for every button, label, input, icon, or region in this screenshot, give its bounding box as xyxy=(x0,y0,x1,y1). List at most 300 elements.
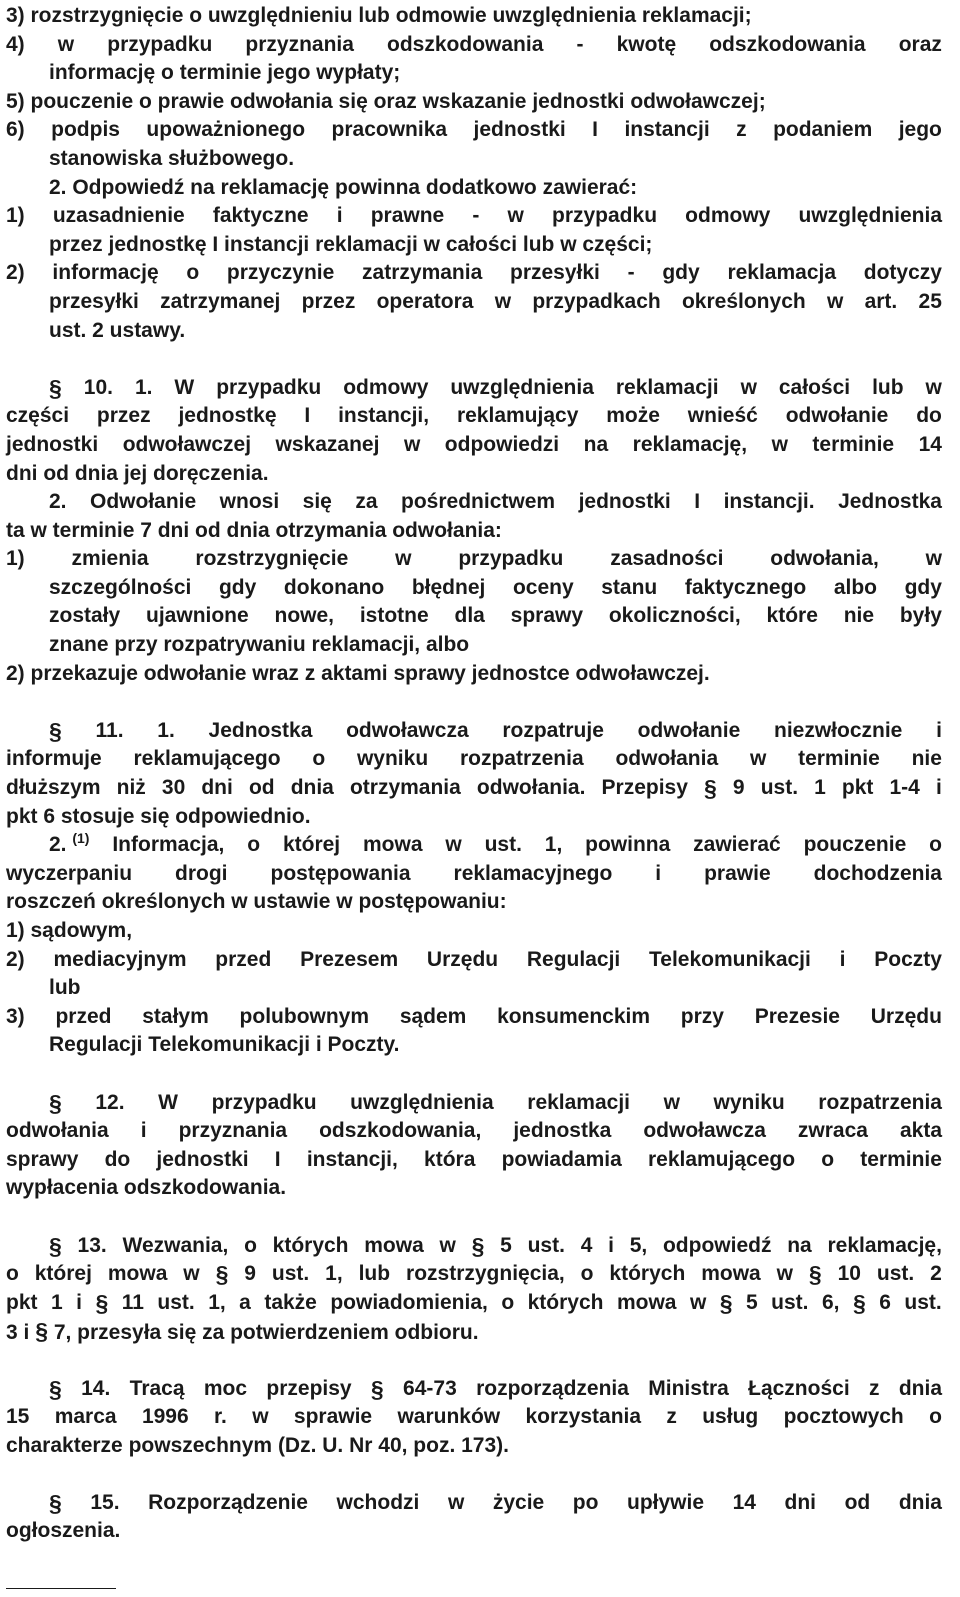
word: moc xyxy=(203,1376,248,1400)
text-line xyxy=(6,545,942,574)
text-line xyxy=(6,145,942,174)
word: upoważnionego xyxy=(146,118,306,142)
section-sign: § xyxy=(370,1375,384,1402)
word: powiadomienia, xyxy=(330,1290,488,1314)
word: jednostki xyxy=(6,432,99,456)
word: ust. xyxy=(271,1262,310,1286)
word: w xyxy=(663,1090,680,1114)
word: 3) xyxy=(6,1004,25,1028)
section-sign: § xyxy=(215,1261,229,1288)
word: w xyxy=(749,747,767,771)
section-sign: § xyxy=(35,1318,48,1345)
word: w xyxy=(439,1233,456,1257)
text-line xyxy=(6,803,942,832)
text-line xyxy=(6,460,942,489)
word: w xyxy=(445,833,462,857)
word: 2) xyxy=(6,261,25,285)
word: operatora xyxy=(376,289,474,313)
line-text: 5) pouczenie o prawie odwołania się oraz wskazanie jednostki odwoławczej; xyxy=(6,89,766,113)
word: 30 xyxy=(161,776,186,800)
word: przyczynie xyxy=(226,261,335,285)
word: od xyxy=(248,776,275,800)
word: Wezwania, xyxy=(122,1233,229,1257)
text-line xyxy=(6,946,942,975)
word: przed xyxy=(55,1004,112,1028)
word: zasadności xyxy=(610,547,724,571)
word: uwzględnienia xyxy=(350,1090,494,1114)
word: faktyczne xyxy=(212,204,309,228)
line-text: ogłoszenia. xyxy=(6,1519,121,1543)
section-sign: § xyxy=(852,1289,866,1316)
paragraph-gap xyxy=(6,1060,942,1089)
word: warunków xyxy=(397,1405,501,1429)
word: 5, xyxy=(629,1233,648,1257)
line-text: 3 i § 7, przesyła się za potwierdzeniem odbioru. xyxy=(6,1318,479,1345)
paragraph-gap xyxy=(6,1203,942,1232)
word: odszkodowania xyxy=(709,32,866,56)
word: wskazanej xyxy=(275,432,380,456)
word: odmowy xyxy=(685,204,771,228)
line-text: lub xyxy=(49,976,81,1000)
word: powiadamia xyxy=(501,1147,622,1171)
word: r. xyxy=(214,1405,227,1429)
section-sign: § xyxy=(471,1232,485,1259)
word: ust. xyxy=(876,1262,915,1286)
word: Urzędu xyxy=(870,1004,942,1028)
word: i xyxy=(936,718,942,742)
section-sign: § xyxy=(49,1375,62,1402)
word: których xyxy=(527,1290,604,1314)
word: były xyxy=(899,604,942,628)
word xyxy=(853,1289,866,1318)
word: 14 xyxy=(732,1490,756,1514)
word: o xyxy=(929,1405,942,1429)
word: 25 xyxy=(918,289,942,313)
word: I xyxy=(274,1147,281,1171)
word: powinna xyxy=(585,833,671,857)
word: 12. xyxy=(95,1090,125,1114)
word: przez xyxy=(301,289,356,313)
word: rozpatrzenia xyxy=(459,747,584,771)
line-text: ta w terminie 7 dni od dnia otrzymania odwołania: xyxy=(6,518,502,542)
word: może xyxy=(606,404,660,428)
text-line xyxy=(6,1489,942,1518)
word: odwoławcza xyxy=(346,718,469,742)
word: których xyxy=(609,1262,686,1286)
word: pracownika xyxy=(331,118,448,142)
word xyxy=(49,1232,62,1261)
word: o xyxy=(312,747,326,771)
word: nowe, xyxy=(274,604,335,628)
word: odwołanie xyxy=(785,404,889,428)
line-text: Regulacji Telekomunikacji i Poczty. xyxy=(49,1033,400,1057)
line-text: wypłacenia odszkodowania. xyxy=(6,1176,287,1200)
word: się xyxy=(302,490,332,514)
word: i xyxy=(935,776,942,800)
word: na xyxy=(583,432,609,456)
word: przypadku xyxy=(216,375,322,399)
line-text: 1) sądowym, xyxy=(6,919,133,942)
word xyxy=(216,1260,229,1289)
section-sign: § xyxy=(49,1489,62,1516)
line-text: znane przy rozpatrywaniu reklamacji, albo xyxy=(49,633,470,657)
word: przy xyxy=(680,1004,724,1028)
text-line xyxy=(6,717,942,746)
text-line xyxy=(6,602,942,631)
word: 1. xyxy=(157,718,175,742)
word: art. xyxy=(864,289,898,313)
word: w xyxy=(403,432,421,456)
word: reklamującego xyxy=(647,1147,796,1171)
word: przypadku xyxy=(211,1090,317,1114)
word: wyniku xyxy=(713,1090,785,1114)
text-line xyxy=(6,1375,942,1404)
text-line xyxy=(6,174,942,203)
text-line xyxy=(6,860,942,889)
word: odwoławczej xyxy=(122,432,252,456)
word: jego xyxy=(898,118,942,142)
word: pkt xyxy=(6,1290,38,1314)
word: w xyxy=(447,1490,465,1514)
word: 6) xyxy=(6,118,25,142)
word: lub xyxy=(358,1262,391,1286)
paragraph-gap xyxy=(6,688,942,717)
word: przez xyxy=(96,404,151,428)
word: dłuższym xyxy=(6,776,101,800)
line-text: roszczeń określonych w ustawie w postępowaniu: xyxy=(6,890,507,914)
word: 1. xyxy=(134,375,153,399)
word: Jednostka xyxy=(838,490,942,514)
word: odszkodowania, xyxy=(319,1119,482,1143)
word: 14. xyxy=(81,1376,111,1400)
word xyxy=(49,1375,62,1404)
word: instancji xyxy=(624,118,710,142)
word: Regulacji xyxy=(526,947,621,971)
line-text: dni od dnia jej doręczenia. xyxy=(6,461,269,485)
word: Tracą xyxy=(129,1376,185,1400)
word: jednostki xyxy=(473,118,566,142)
word: reklamację, xyxy=(827,1233,942,1257)
word: reklamację, xyxy=(632,432,748,456)
word: pocztowych xyxy=(783,1405,904,1429)
word: jednostki xyxy=(156,1147,249,1171)
word: istotne xyxy=(359,604,429,628)
word: marca xyxy=(54,1405,117,1429)
word: przypadku xyxy=(552,204,658,228)
section-sign: § xyxy=(49,717,62,744)
word: w xyxy=(395,547,412,571)
word: Prezesem xyxy=(300,947,399,971)
word: mowa xyxy=(362,833,423,857)
word: 1 xyxy=(814,776,826,800)
word: uzasadnienie xyxy=(52,204,185,228)
line-text: charakterze powszechnym (Dz. U. Nr 40, poz. 173). xyxy=(6,1433,509,1457)
word: Poczty xyxy=(874,947,942,971)
line-text: przez jednostkę I instancji reklamacji w całości lub w części; xyxy=(49,232,653,256)
word: gdy xyxy=(904,575,942,599)
word: 6, xyxy=(821,1290,840,1314)
word: zwraca xyxy=(797,1119,868,1143)
word: dni xyxy=(784,1490,817,1514)
word: przyznania xyxy=(178,1119,288,1143)
word: 2 xyxy=(930,1262,942,1286)
word: prawie xyxy=(704,861,771,885)
text-line xyxy=(6,1003,942,1032)
word: 11 xyxy=(121,1290,144,1314)
footnote-ref: (1) xyxy=(72,830,90,847)
word: przed xyxy=(215,947,272,971)
paragraph-number: 2. xyxy=(49,833,67,857)
word: 13. xyxy=(77,1233,107,1257)
word: o xyxy=(501,1290,515,1314)
word: w xyxy=(826,289,844,313)
word: ust. xyxy=(760,776,799,800)
word xyxy=(472,1232,485,1261)
word: 10. xyxy=(83,375,113,399)
word: szczególności xyxy=(49,575,192,599)
text-line xyxy=(6,116,942,145)
word: z xyxy=(666,1405,677,1429)
word: dochodzenia xyxy=(813,861,942,885)
word: określonych xyxy=(681,289,806,313)
word xyxy=(49,1489,62,1518)
word: Informacja, xyxy=(112,833,225,857)
text-line xyxy=(6,917,942,946)
text-line xyxy=(6,202,942,231)
word: Ministra xyxy=(648,1376,729,1400)
word: 5 xyxy=(746,1290,758,1314)
text-line xyxy=(6,88,942,117)
word xyxy=(95,1289,108,1318)
word: oraz xyxy=(898,32,942,56)
word: konsumenckim xyxy=(497,1004,651,1028)
text-line xyxy=(6,402,942,431)
text-line xyxy=(6,1117,942,1146)
text-line xyxy=(6,488,942,517)
word: akta xyxy=(899,1119,942,1143)
word: wyniku xyxy=(356,747,429,771)
word: nie xyxy=(843,604,875,628)
word: odwołania, xyxy=(770,547,879,571)
word: reklamacyjnego xyxy=(453,861,613,885)
word: i xyxy=(608,1233,614,1257)
word: niż xyxy=(116,776,146,800)
word: korzystania xyxy=(525,1405,642,1429)
paragraph-gap xyxy=(6,1460,942,1489)
text-line xyxy=(6,745,942,774)
word: zostały xyxy=(49,604,121,628)
text-line xyxy=(6,31,942,60)
word: Przepisy xyxy=(601,776,688,800)
word: terminie xyxy=(812,432,895,456)
word: w xyxy=(771,432,788,456)
word: odpowiedzi xyxy=(444,432,560,456)
word: - xyxy=(576,32,584,56)
word: reklamacji xyxy=(615,375,719,399)
word: 1, xyxy=(544,833,563,857)
word: wyczerpaniu xyxy=(6,861,133,885)
word: odwołania xyxy=(615,747,719,771)
text-line xyxy=(6,631,942,660)
word: jednostka xyxy=(513,1119,612,1143)
word: Łączności xyxy=(748,1376,850,1400)
text-line xyxy=(6,1260,942,1289)
word: gdy xyxy=(662,261,700,285)
section-sign: § xyxy=(808,1261,822,1288)
word: dokonano xyxy=(283,575,385,599)
word: przesyłki xyxy=(510,261,600,285)
word: o xyxy=(821,1147,835,1171)
word: okoliczności, xyxy=(608,604,741,628)
word: odszkodowania xyxy=(387,32,544,56)
text-line xyxy=(6,1089,942,1118)
line-text: 2) przekazuje odwołanie wraz z aktami sprawy jednostce odwoławczej. xyxy=(6,661,710,685)
word: podpis xyxy=(51,118,120,142)
text-line xyxy=(6,1232,942,1261)
section-sign: § xyxy=(704,775,717,802)
word: o xyxy=(244,1233,257,1257)
word: w xyxy=(183,1262,200,1286)
word: gdy xyxy=(218,575,257,599)
word: przesyłki xyxy=(49,289,139,313)
word: na xyxy=(787,1233,812,1257)
text-line xyxy=(6,517,942,546)
word: których xyxy=(272,1233,349,1257)
word: po xyxy=(572,1490,599,1514)
word: której xyxy=(282,833,341,857)
word: 2. xyxy=(49,490,67,514)
word: przepisy xyxy=(266,1376,352,1400)
word: 6 xyxy=(879,1290,891,1314)
word: stanu xyxy=(601,575,658,599)
word: 10 xyxy=(837,1262,861,1286)
word: faktycznego xyxy=(684,575,807,599)
text-line xyxy=(6,374,942,403)
word: i xyxy=(655,861,662,885)
word: 2) xyxy=(6,947,25,971)
word: odpowiedź xyxy=(662,1233,772,1257)
word: informację xyxy=(52,261,159,285)
word: mowa xyxy=(701,1262,761,1286)
word: o xyxy=(186,261,200,285)
word: informuje xyxy=(6,747,102,771)
word: Odwołanie xyxy=(90,490,197,514)
word: reklamujący xyxy=(456,404,579,428)
word: przypadku xyxy=(107,32,213,56)
word: ust. xyxy=(157,1290,195,1314)
word: za xyxy=(355,490,378,514)
line-prefix xyxy=(49,831,89,860)
text-line xyxy=(6,288,942,317)
word: rozstrzygnięcie xyxy=(195,547,349,571)
word: terminie xyxy=(860,1147,942,1171)
word: polubownym xyxy=(239,1004,370,1028)
text-line xyxy=(6,1146,942,1175)
word: przyznania xyxy=(245,32,354,56)
word: sprawie xyxy=(293,1405,373,1429)
word: 1) xyxy=(6,204,25,228)
word: ujawnione xyxy=(146,604,249,628)
word: W xyxy=(174,375,195,399)
word: instancji, xyxy=(338,404,430,428)
word: albo xyxy=(833,575,877,599)
word: odwoławcza xyxy=(643,1119,766,1143)
word: dni xyxy=(201,776,233,800)
word: ust. xyxy=(904,1290,942,1314)
word xyxy=(49,717,62,746)
word: otrzymania xyxy=(349,776,461,800)
word: do xyxy=(104,1147,131,1171)
word: z xyxy=(869,1376,880,1400)
word: w xyxy=(507,204,524,228)
word: 4 xyxy=(580,1233,593,1257)
text-line xyxy=(6,259,942,288)
text-line xyxy=(6,888,942,917)
word: 1 xyxy=(50,1290,63,1314)
line-text: 2. Odpowiedź na reklamację powinna dodatkowo zawierać: xyxy=(49,175,638,199)
section-sign: § xyxy=(719,1289,733,1316)
word: Rozporządzenie xyxy=(148,1490,308,1514)
word: 5 xyxy=(500,1233,512,1257)
word: W xyxy=(158,1090,178,1114)
text-line xyxy=(6,660,942,689)
word: i xyxy=(140,1119,147,1143)
word: 11. xyxy=(95,718,124,742)
word: mowa xyxy=(107,1262,168,1286)
text-line xyxy=(6,1517,942,1546)
word: i xyxy=(336,204,343,228)
word: odmowy xyxy=(343,375,429,399)
text-line xyxy=(6,1174,942,1203)
word xyxy=(809,1260,822,1289)
word: kwotę xyxy=(616,32,677,56)
word: odwołanie xyxy=(637,718,741,742)
word: błędnej xyxy=(411,575,486,599)
section-sign: § xyxy=(49,1089,62,1116)
word: życie xyxy=(492,1490,545,1514)
word: ust. xyxy=(484,833,522,857)
word: instancji, xyxy=(306,1147,398,1171)
word: o xyxy=(6,1262,19,1286)
word: nie xyxy=(911,747,942,771)
word: pkt xyxy=(841,776,874,800)
word: o xyxy=(247,833,261,857)
text-line xyxy=(6,1432,942,1461)
text-line xyxy=(6,231,942,260)
word: drogi xyxy=(175,861,228,885)
word: całości xyxy=(778,375,851,399)
word: zawierać xyxy=(693,833,781,857)
word: 15 xyxy=(6,1405,30,1429)
footnote-separator xyxy=(6,1588,116,1589)
word: rozpatruje xyxy=(502,718,604,742)
word: niezwłocznie xyxy=(774,718,903,742)
text-line xyxy=(6,774,942,803)
word: 4) xyxy=(6,32,25,56)
word: dotyczy xyxy=(863,261,942,285)
word: dnia xyxy=(898,1376,942,1400)
word: jednostkę xyxy=(178,404,277,428)
word: od xyxy=(844,1490,871,1514)
word: I xyxy=(592,118,599,142)
text-line xyxy=(6,831,942,860)
word: pouczenie xyxy=(803,833,907,857)
word: odwołania xyxy=(6,1119,109,1143)
word: mowa xyxy=(364,1233,424,1257)
document-body xyxy=(6,2,942,1546)
word: reklamacji xyxy=(527,1090,631,1114)
word: w xyxy=(925,375,942,399)
